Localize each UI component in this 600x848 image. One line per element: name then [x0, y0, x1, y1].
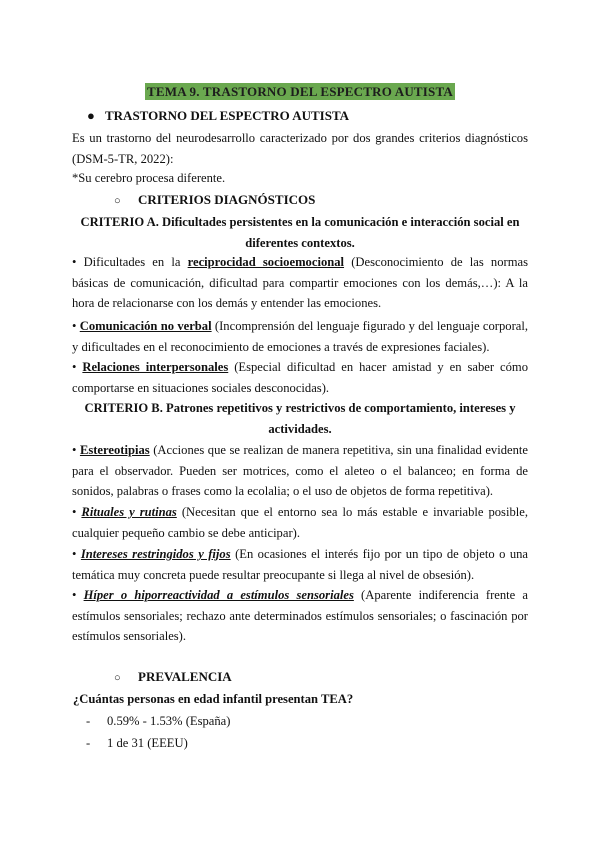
- item-text: (Necesitan que el entorno sea lo más estable e invariable posible, cualquier pequeño cambio se debe anticipar).: [72, 505, 528, 540]
- item-prefix: •: [72, 588, 84, 602]
- criterio-b-title-line2: actividades.: [268, 422, 332, 436]
- item-term: Comunicación no verbal: [79, 319, 212, 333]
- list-item: [72, 316, 528, 357]
- item-text: 1 de 31 (EEEU): [107, 736, 188, 750]
- criterio-b-title: [60, 398, 540, 440]
- item-prefix: •: [72, 443, 80, 457]
- circle-bullet-icon: ○: [114, 672, 121, 684]
- prevalence-question: ¿Cuántas personas en edad infantil presentan TEA?: [73, 692, 354, 706]
- section-heading-prevalencia: [114, 669, 232, 685]
- dash-icon: -: [86, 736, 91, 750]
- title-wrap: [0, 84, 600, 100]
- item-prefix: •: [72, 319, 80, 333]
- item-text: (Aparente indiferencia frente a estímulos sensoriales; rechazo ante determinados estímulos sensoriales; o fascinación por estímulos sensoriales).: [72, 588, 529, 644]
- circle-bullet-icon: ○: [114, 195, 121, 207]
- criterio-b-title-line1: CRITERIO B. Patrones repetitivos y restrictivos de comportamiento, intereses y: [84, 401, 516, 415]
- bullet-icon: ●: [87, 108, 95, 123]
- list-item: [72, 357, 528, 398]
- list-item: [72, 440, 528, 502]
- criterio-a-title: [60, 212, 540, 254]
- list-item: [72, 502, 528, 543]
- item-term: Rituales y rutinas: [81, 505, 177, 519]
- definition-paragraph: Es un trastorno del neurodesarrollo caracterizado por dos grandes criterios diagnósticos (DSM-5-TR, 2022):: [72, 131, 528, 166]
- section-heading-text: TRASTORNO DEL ESPECTRO AUTISTA: [105, 108, 350, 123]
- item-text: (Desconocimiento de las normas básicas de comunicación, dificultad para compartir emociones con los demás,…): A la hora de relacionarse con los demás y entender las emociones.: [72, 255, 528, 311]
- dash-icon: -: [86, 714, 91, 728]
- item-text: (En ocasiones el interés fijo por un tipo de objeto o una temática muy concreta puede resultar preocupante si llega al nivel de obsesión).: [72, 547, 529, 582]
- item-text: (Acciones que se realizan de manera repetitiva, sin una finalidad evidente para el observador. Pueden ser motrices, como el aleteo o el balanceo; en forma de sonidos, palabras o frases como la ecolalia; o el uso de objetos de forma repetitiva).: [72, 443, 528, 499]
- list-item: [72, 252, 528, 314]
- item-prefix: •: [72, 547, 81, 561]
- item-prefix: • Dificultades en la: [72, 255, 188, 269]
- list-item: [86, 714, 230, 729]
- list-item: [72, 585, 528, 647]
- section-heading-text: CRITERIOS DIAGNÓSTICOS: [138, 192, 316, 207]
- item-term: Híper o hiporreactividad a estímulos sensoriales: [83, 588, 354, 602]
- section-heading-text: PREVALENCIA: [138, 669, 232, 684]
- section-heading-tea: [87, 108, 349, 124]
- document-title: TEMA 9. TRASTORNO DEL ESPECTRO AUTISTA: [147, 84, 453, 99]
- note-text: *Su cerebro procesa diferente.: [72, 171, 226, 185]
- list-item: [86, 736, 188, 751]
- item-term: Intereses restringidos y fijos: [80, 547, 231, 561]
- item-text: (Incomprensión del lenguaje figurado y del lenguaje corporal, y dificultades en el reconocimiento de emociones a través de expresiones faciales).: [72, 319, 529, 354]
- item-prefix: •: [72, 360, 83, 374]
- section-heading-criterios: [114, 192, 315, 208]
- list-item: [72, 544, 528, 585]
- criterio-a-title-line2: diferentes contextos.: [245, 236, 355, 250]
- item-term: reciprocidad socioemocional: [187, 255, 345, 269]
- item-text: 0.59% - 1.53% (España): [107, 714, 231, 728]
- item-term: Estereotipias: [79, 443, 150, 457]
- item-text: (Especial dificultad en hacer amistad y en saber cómo comportarse en situaciones sociales desconocidas).: [72, 360, 529, 395]
- criterio-a-title-line1: CRITERIO A. Dificultades persistentes en la comunicación e interacción social en: [80, 215, 520, 229]
- item-term: Relaciones interpersonales: [82, 360, 229, 374]
- item-prefix: •: [72, 505, 82, 519]
